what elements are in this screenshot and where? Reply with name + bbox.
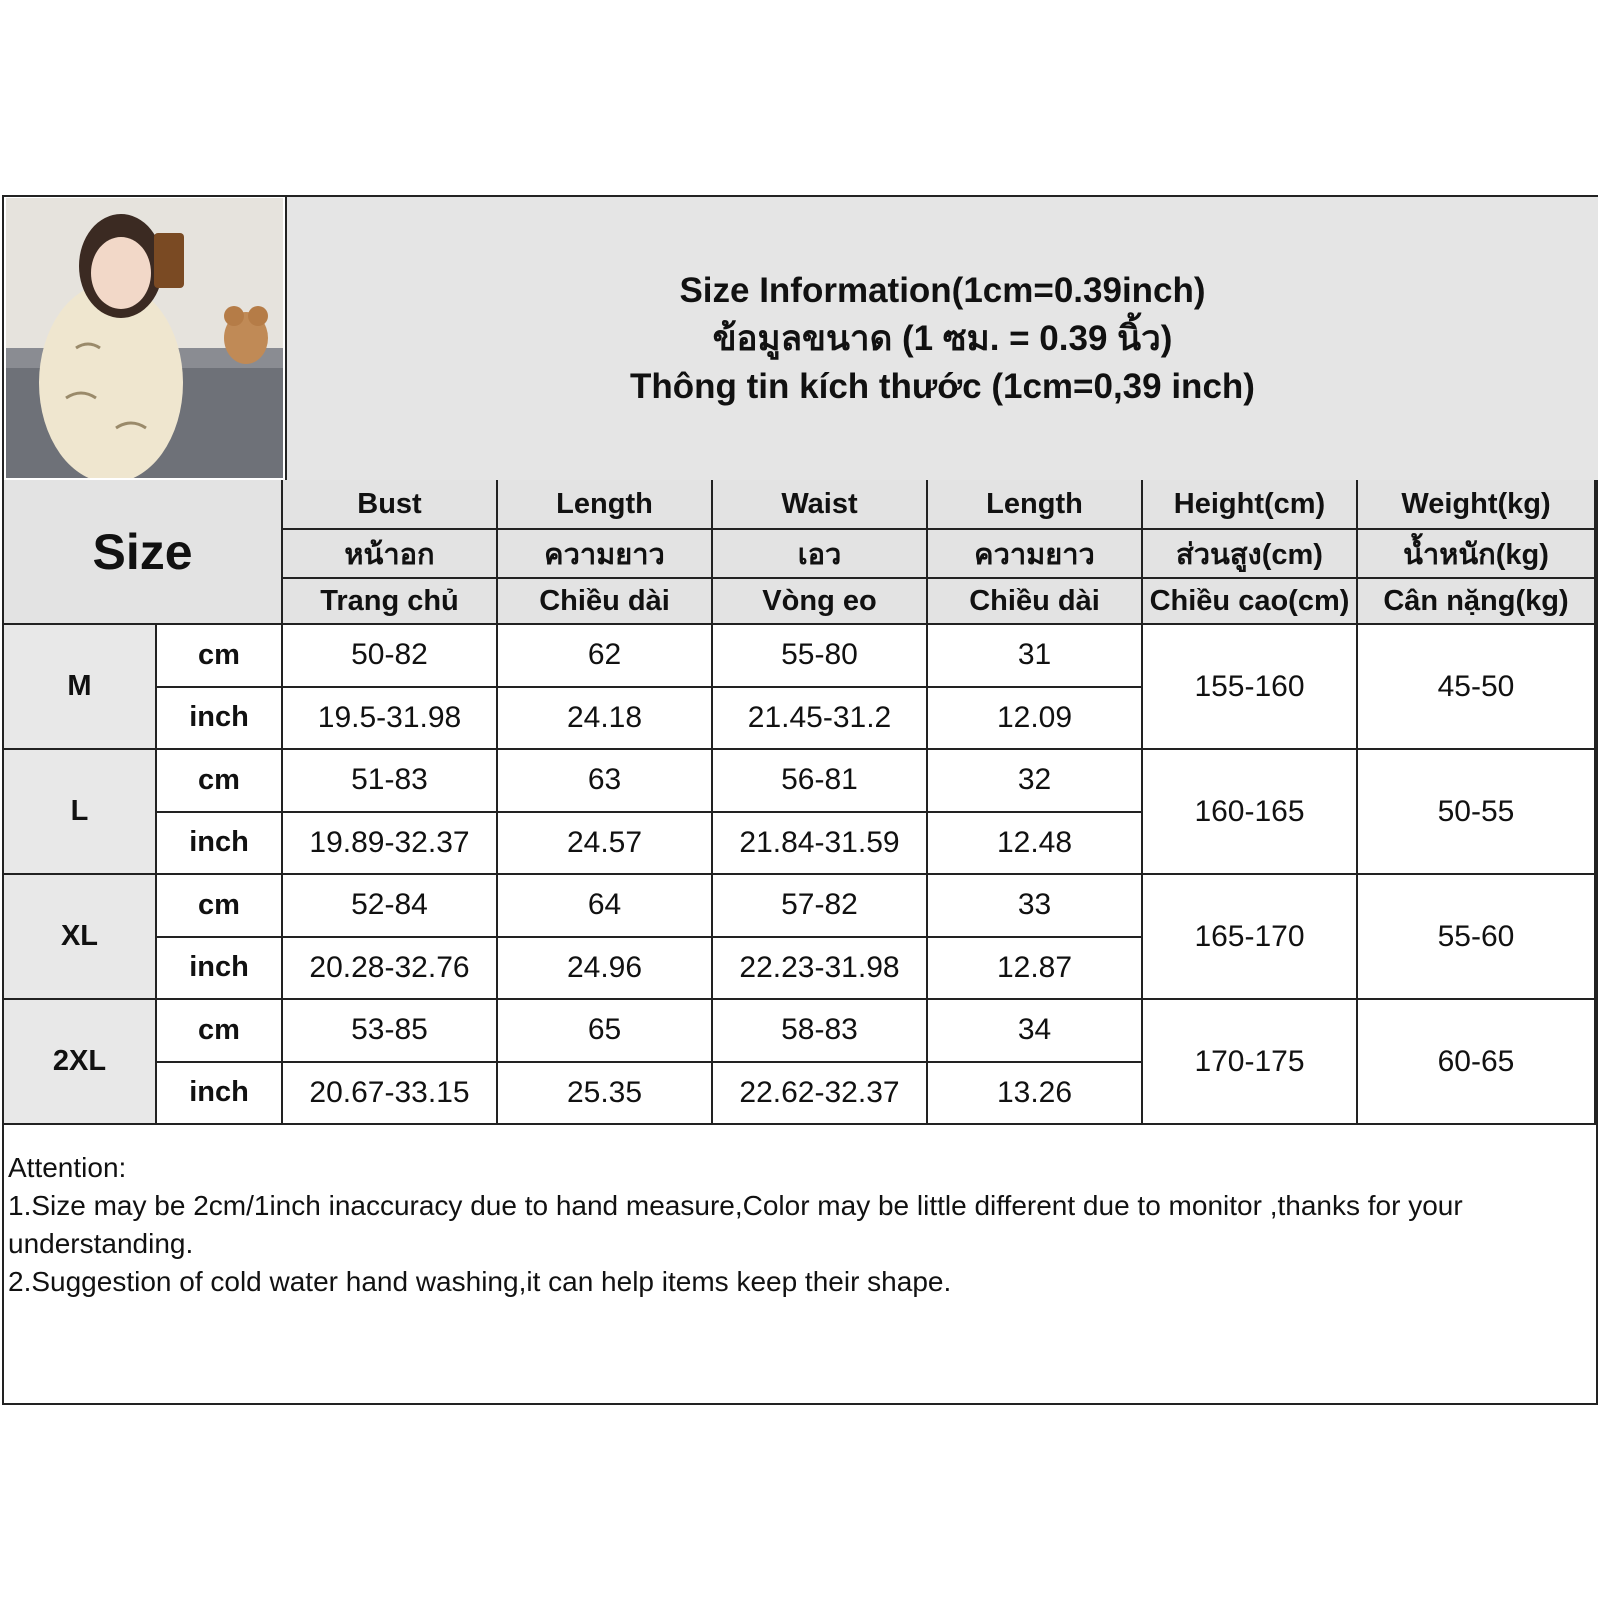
size-label: L — [4, 750, 157, 875]
inch-value-cell: 25.35 — [498, 1063, 713, 1126]
inch-value-cell: 19.89-32.37 — [283, 813, 498, 876]
inch-value-cell: 21.84-31.59 — [713, 813, 928, 876]
size-table — [4, 197, 1596, 1157]
weight-value-cell: 60-65 — [1358, 1000, 1596, 1125]
inch-value-cell: 12.87 — [928, 938, 1143, 1001]
inch-value-cell: 19.5-31.98 — [283, 688, 498, 751]
attention-notes — [8, 1149, 1588, 1301]
size-label: 2XL — [4, 1000, 157, 1125]
inch-value-cell: 20.67-33.15 — [283, 1063, 498, 1126]
column-header-en: Bust — [283, 480, 498, 530]
cm-value-cell: 55-80 — [713, 625, 928, 688]
height-value-cell: 170-175 — [1143, 1000, 1358, 1125]
column-header-th: ส่วนสูง(cm) — [1143, 530, 1358, 579]
cm-value-cell: 57-82 — [713, 875, 928, 938]
notes-item-2: 2.Suggestion of cold water hand washing,it can help items keep their shape. — [8, 1266, 952, 1297]
cm-value-cell: 50-82 — [283, 625, 498, 688]
column-header-th: น้ำหนัก(kg) — [1358, 530, 1596, 579]
cm-value-cell: 34 — [928, 1000, 1143, 1063]
cm-value-cell: 62 — [498, 625, 713, 688]
column-header-en: Length — [498, 480, 713, 530]
inch-value-cell: 22.62-32.37 — [713, 1063, 928, 1126]
title-vietnamese: Thông tin kích thước (1cm=0,39 inch) — [630, 366, 1255, 406]
cm-value-cell: 65 — [498, 1000, 713, 1063]
column-header-th: ความยาว — [928, 530, 1143, 579]
inch-value-cell: 22.23-31.98 — [713, 938, 928, 1001]
cm-value-cell: 52-84 — [283, 875, 498, 938]
inch-value-cell: 24.18 — [498, 688, 713, 751]
inch-value-cell: 12.48 — [928, 813, 1143, 876]
size-chart-sheet — [2, 195, 1598, 1405]
size-header: Size — [4, 480, 283, 625]
column-header-th: หน้าอก — [283, 530, 498, 579]
cm-value-cell: 32 — [928, 750, 1143, 813]
height-value-cell: 165-170 — [1143, 875, 1358, 1000]
column-header-th: เอว — [713, 530, 928, 579]
column-header-vi: Chiều dài — [928, 579, 1143, 625]
cm-value-cell: 33 — [928, 875, 1143, 938]
unit-label-inch: inch — [157, 688, 283, 751]
inch-value-cell: 24.96 — [498, 938, 713, 1001]
inch-value-cell: 20.28-32.76 — [283, 938, 498, 1001]
column-header-vi: Vòng eo — [713, 579, 928, 625]
column-header-vi: Trang chủ — [283, 579, 498, 625]
column-header-th: ความยาว — [498, 530, 713, 579]
unit-label-cm: cm — [157, 750, 283, 813]
unit-label-cm: cm — [157, 625, 283, 688]
cm-value-cell: 63 — [498, 750, 713, 813]
cm-value-cell: 31 — [928, 625, 1143, 688]
unit-label-inch: inch — [157, 1063, 283, 1126]
column-header-en: Waist — [713, 480, 928, 530]
inch-value-cell: 24.57 — [498, 813, 713, 876]
column-header-en: Height(cm) — [1143, 480, 1358, 530]
size-label: M — [4, 625, 157, 750]
cm-value-cell: 56-81 — [713, 750, 928, 813]
unit-label-inch: inch — [157, 813, 283, 876]
column-header-vi: Cân nặng(kg) — [1358, 579, 1596, 625]
column-header-en: Length — [928, 480, 1143, 530]
cm-value-cell: 64 — [498, 875, 713, 938]
weight-value-cell: 50-55 — [1358, 750, 1596, 875]
cm-value-cell: 51-83 — [283, 750, 498, 813]
height-value-cell: 160-165 — [1143, 750, 1358, 875]
notes-item-1: 1.Size may be 2cm/1inch inaccuracy due to hand measure,Color may be little different due to monitor ,thanks for your understanding. — [8, 1190, 1463, 1259]
inch-value-cell: 21.45-31.2 — [713, 688, 928, 751]
column-header-vi: Chiều cao(cm) — [1143, 579, 1358, 625]
column-header-vi: Chiều dài — [498, 579, 713, 625]
inch-value-cell: 12.09 — [928, 688, 1143, 751]
unit-label-cm: cm — [157, 1000, 283, 1063]
title-thai: ข้อมูลขนาด (1 ซม. = 0.39 นิ้ว) — [712, 318, 1173, 358]
column-header-en: Weight(kg) — [1358, 480, 1596, 530]
size-label: XL — [4, 875, 157, 1000]
title-english: Size Information(1cm=0.39inch) — [679, 270, 1206, 310]
notes-heading: Attention: — [8, 1152, 127, 1183]
inch-value-cell: 13.26 — [928, 1063, 1143, 1126]
unit-label-inch: inch — [157, 938, 283, 1001]
unit-label-cm: cm — [157, 875, 283, 938]
cm-value-cell: 58-83 — [713, 1000, 928, 1063]
height-value-cell: 155-160 — [1143, 625, 1358, 750]
weight-value-cell: 45-50 — [1358, 625, 1596, 750]
cm-value-cell: 53-85 — [283, 1000, 498, 1063]
weight-value-cell: 55-60 — [1358, 875, 1596, 1000]
